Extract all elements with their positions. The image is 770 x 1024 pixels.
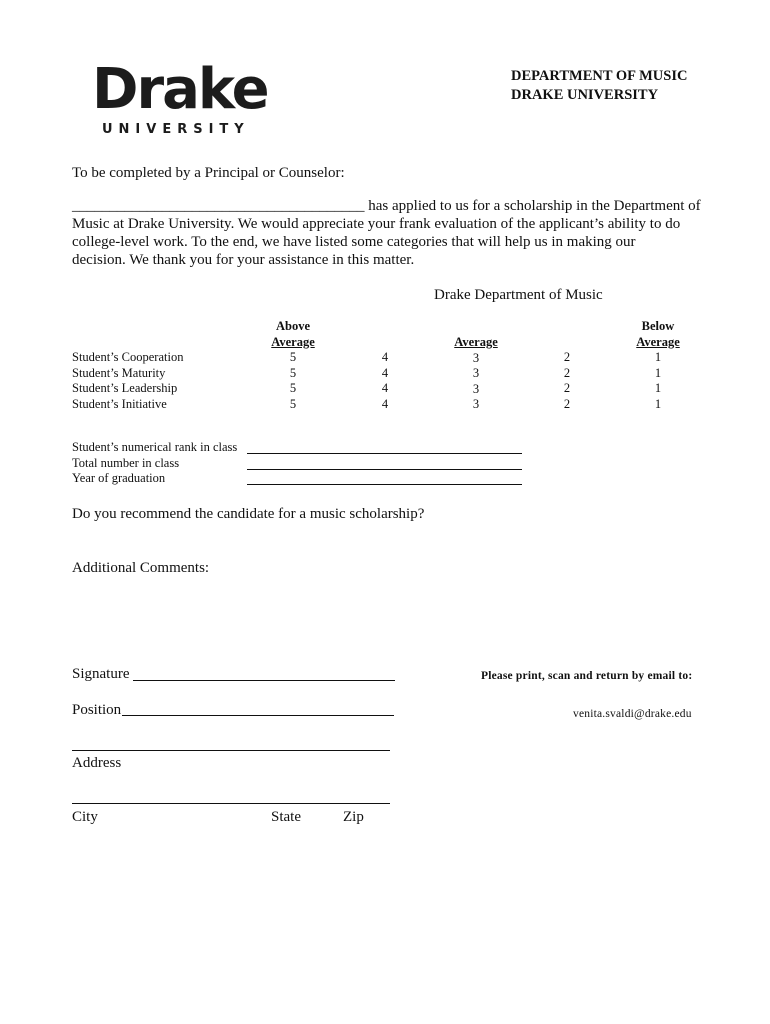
column-header: Average [636,334,680,349]
rating-option[interactable]: 4 [381,350,389,364]
rating-option[interactable]: 5 [289,365,297,380]
request-paragraph [72,197,712,269]
zip-label: Zip [343,809,364,825]
rating-option[interactable]: 3 [472,397,480,411]
category-label: Student’s Leadership [72,381,178,395]
rating-option[interactable]: 1 [654,381,662,395]
city-label: City [72,809,98,825]
rank-labels [72,440,237,487]
signature-label: Signature [72,666,130,682]
category-label: Student’s Maturity [72,365,166,380]
column-header: Below [641,319,675,333]
address-label: Address [72,755,122,771]
return-email[interactable]: venita.svaldi@drake.edu [573,708,692,720]
category-label: Student’s Initiative [72,396,167,411]
rank-field[interactable] [247,453,522,454]
rating-option[interactable]: 1 [654,365,662,380]
rating-column-1 [628,319,688,412]
rating-option[interactable]: 2 [563,365,571,380]
address-field[interactable] [72,750,390,751]
position-label: Position [72,702,122,718]
rating-option[interactable]: 3 [472,381,480,396]
paragraph-line1: has applied to us for a scholarship in the Department of [364,198,701,214]
rating-option[interactable]: 2 [563,396,571,411]
university-line: DRAKE UNIVERSITY [511,87,659,103]
rating-column-4 [355,350,415,412]
column-header: Above [275,319,311,333]
logo-subtitle: UNIVERSITY [102,122,250,137]
rank-label: Student’s numerical rank in class [72,440,238,454]
total-label: Total number in class [72,455,180,470]
rating-option[interactable]: 5 [289,381,297,395]
city-state-zip-field[interactable] [72,803,390,804]
logo-wordmark: Drake [92,57,268,122]
comments-label: Additional Comments: [72,560,210,576]
paragraph-line4: decision. We thank you for your assistance in this matter. [72,252,415,268]
rating-option[interactable]: 2 [563,381,571,395]
rating-option[interactable]: 5 [289,350,297,364]
rating-column-5 [263,319,323,412]
signoff: Drake Department of Music [434,287,603,303]
column-header: Average [454,335,498,349]
rating-column-3 [446,335,506,413]
signature-field[interactable] [133,680,395,681]
intro-text: To be completed by a Principal or Counselor: [72,165,345,181]
paragraph-line3: college-level work. To the end, we have listed some categories that will help us in making our [72,234,636,250]
department-line: DEPARTMENT OF MUSIC [511,68,688,84]
applicant-name-blank[interactable]: _______________________________________ [72,198,365,214]
position-field[interactable] [122,715,394,716]
recommend-question: Do you recommend the candidate for a music scholarship? [72,506,425,522]
rating-option[interactable]: 4 [381,381,389,395]
graduation-field[interactable] [247,484,522,485]
rating-option[interactable]: 3 [472,366,480,380]
drake-logo [92,57,268,137]
rating-option[interactable]: 4 [381,396,389,411]
state-label: State [271,809,301,825]
column-header: Average [271,334,315,349]
category-label: Student’s Cooperation [72,350,184,364]
rating-option[interactable]: 4 [381,365,389,380]
rating-categories [72,350,183,412]
rating-option[interactable]: 1 [654,350,662,364]
rating-column-2 [537,350,597,412]
department-header [511,67,687,105]
rating-option[interactable]: 3 [472,350,480,365]
graduation-label: Year of graduation [72,471,166,485]
return-instructions: Please print, scan and return by email to: [481,670,693,682]
rating-option[interactable]: 2 [563,350,571,364]
paragraph-line2: Music at Drake University. We would appreciate your frank evaluation of the applicant’s ability to do [72,216,681,232]
rating-option[interactable]: 1 [654,396,662,411]
rating-option[interactable]: 5 [289,396,297,411]
total-field[interactable] [247,469,522,470]
